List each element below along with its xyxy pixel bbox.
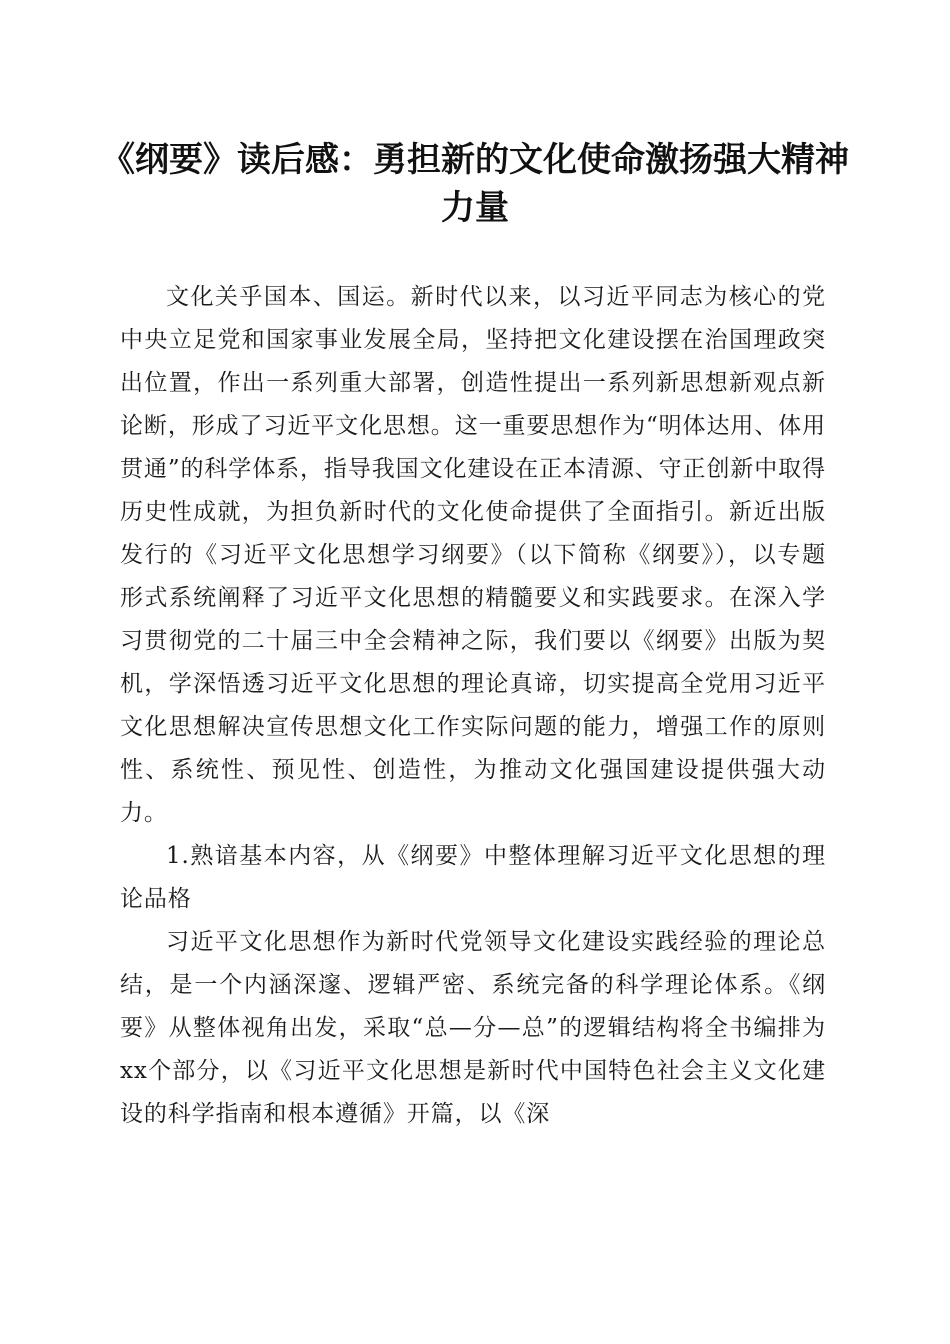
document-title: 《纲要》读后感：勇担新的文化使命激扬强大精神力量 xyxy=(101,140,849,228)
document-body xyxy=(120,276,826,1136)
paragraph-intro: 文化关乎国本、国运。新时代以来，以习近平同志为核心的党中央立足党和国家事业发展全局，坚持把文化建设摆在治国理政突出位置，作出一系列重大部署，创造性提出一系列新思想新观点新论断，形成了习近平文化思想。这一重要思想作为“明体达用、体用贯通”的科学体系，指导我国文化建设在正本清源、守正创新中取得历史性成就，为担负新时代的文化使命提供了全面指引。新近出版发行的《习近平文化思想学习纲要》（以下简称《纲要》），以专题形式系统阐释了习近平文化思想的精髓要义和实践要求。在深入学习贯彻党的二十届三中全会精神之际，我们要以《纲要》出版为契机，学深悟透习近平文化思想的理论真谛，切实提高全党用习近平文化思想解决宣传思想文化工作实际问题的能力，增强工作的原则性、系统性、预见性、创造性，为推动文化强国建设提供强大动力。 xyxy=(120,284,826,826)
section-heading-1: 1.熟谙基本内容，从《纲要》中整体理解习近平文化思想的理论品格 xyxy=(120,843,826,912)
paragraph-section-1: 习近平文化思想作为新时代党领导文化建设实践经验的理论总结，是一个内涵深邃、逻辑严密、系统完备的科学理论体系。《纲要》从整体视角出发，采取“总—分—总”的逻辑结构将全书编排为xx个部分，以《习近平文化思想是新时代中国特色社会主义文化建设的科学指南和根本遵循》开篇，以《深 xyxy=(120,929,826,1127)
